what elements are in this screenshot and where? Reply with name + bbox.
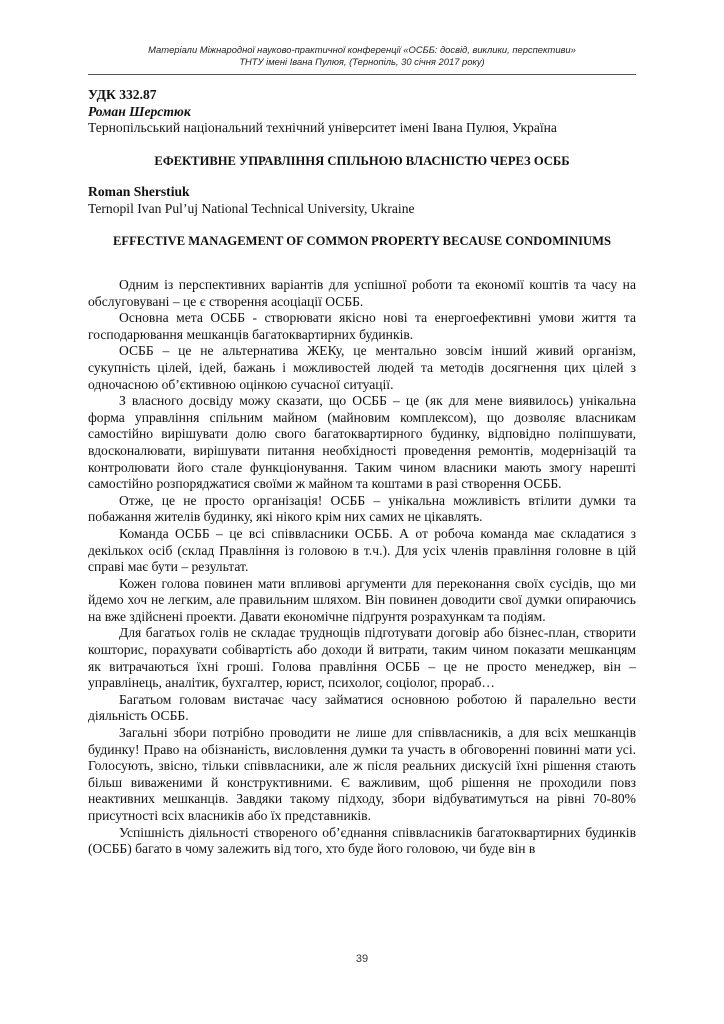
title-en: EFFECTIVE MANAGEMENT OF COMMON PROPERTY BECAUSE CONDOMINIUMS <box>113 234 611 248</box>
page-number: 39 <box>355 953 369 965</box>
paragraph: Основна мета ОСББ - створювати якісно нові та енергоефективні умови життя та господарювання мешканців багатоквартирних будинків. <box>88 310 636 342</box>
ua-author-block <box>88 87 648 137</box>
paragraph: Команда ОСББ – це всі співвласники ОСББ. А от робоча команда має складатися з декількох осіб (склад Правління із головою в т.ч.). Для усіх членів правління головне в цій справі має бути – результат. <box>88 525 636 575</box>
paragraph: Одним із перспективних варіантів для успішної роботи та економії коштів та часу на обслуговувані – це є створення асоціації ОСББ. <box>88 277 636 309</box>
author-name-ua: Роман Шерстюк <box>88 103 191 119</box>
affiliation-en: Ternopil Ivan Pul’uj National Technical University, Ukraine <box>88 200 415 216</box>
udk-code: УДК 332.87 <box>88 87 157 102</box>
paragraph: Багатьом головам вистачає часу займатися основною роботою й паралельно вести діяльність ОСББ. <box>88 691 636 724</box>
paragraph: Загальні збори потрібно проводити не лише для співвласників, а для всіх мешканців будинку! Право на обізнаність, висловлення думки та участь в обговоренні повинні мати усі. Голосують, звісно, тільки співвласники, але ж після реальних дискусій їхні рішення стають більш виваженими й конструктивними. Є важливим, щоб рішення не проходили повз неактивних мешканців. Завдяки такому підходу, збори відбуватимуться на рівні 70-80% присутності всіх власників або їх представників. <box>88 725 636 823</box>
title-ua: ЕФЕКТИВНЕ УПРАВЛІННЯ СПІЛЬНОЮ ВЛАСНІСТЮ ЧЕРЕЗ ОСББ <box>154 154 570 168</box>
paragraph: Кожен голова повинен мати впливові аргументи для переконання своїх сусідів, що ми йдемо хоч не легким, але правильним шляхом. Він повинен доводити свої думки опираючись на вже здійснені проекти. Давати економічне підґрунтя розрахункам та подіям. <box>88 575 636 624</box>
header-line-2: ТНТУ імені Івана Пулюя, (Тернопіль, 30 січня 2017 року) <box>239 56 485 67</box>
author-name-en: Roman Sherstiuk <box>88 184 190 199</box>
header-divider <box>88 74 636 75</box>
running-header <box>88 44 636 68</box>
paragraph: Отже, це не просто організація! ОСББ – унікальна можливість втілити думки та побажання жителів будинку, які нікого крім них самих не цікавлять. <box>88 492 636 525</box>
en-author-block <box>88 184 636 217</box>
header-line-1: Матеріали Міжнародної науково-практичної конференції «ОСББ: досвід, виклики, перспективи» <box>148 44 576 55</box>
paragraph: ОСББ – це не альтернатива ЖЕКу, це ментально зовсім інший живий організм, сукупність цілей, ідей, бажань і можливостей людей та методів досягнення цих цілей з одночасною об’єктивною оцінкою сучасної ситуації. <box>88 343 636 392</box>
paragraph: Для багатьох голів не складає труднощів підготувати договір або бізнес-план, створити кошторис, порахувати собівартість або доходи й витрати, таким чином показати мешканцям як витрачаються їхні гроші. Голова правління ОСББ – це не просто менеджер, він – управлінець, аналітик, бухгалтер, юрист, психолог, соціолог, прораб… <box>88 625 636 691</box>
article-body <box>88 277 636 858</box>
paragraph: З власного досвіду можу сказати, що ОСББ – це (як для мене виявилось) унікальна форма управління спільним майном (майновим комплексом), що дозволяє власникам самостійно вирішувати долю свого багатоквартирного будинку, відповідно поліпшувати, вдосконалювати, вирішувати питання необхідності проведення ремонтів, модернізацій та контролювати його стале функціонування. Таким чином власники мають змогу нарешті самостійно розпоряджатися своїми ж майном та коштами в разі створення ОСББ. <box>88 393 636 492</box>
affiliation-ua: Тернопільський національний технічний університет імені Івана Пулюя, Україна <box>88 120 557 135</box>
paragraph: Успішність діяльності створеного об’єднання співвласників багатоквартирних будинків (ОСББ) багато в чому залежить від того, хто буде його головою, чи буде він в <box>88 824 636 857</box>
